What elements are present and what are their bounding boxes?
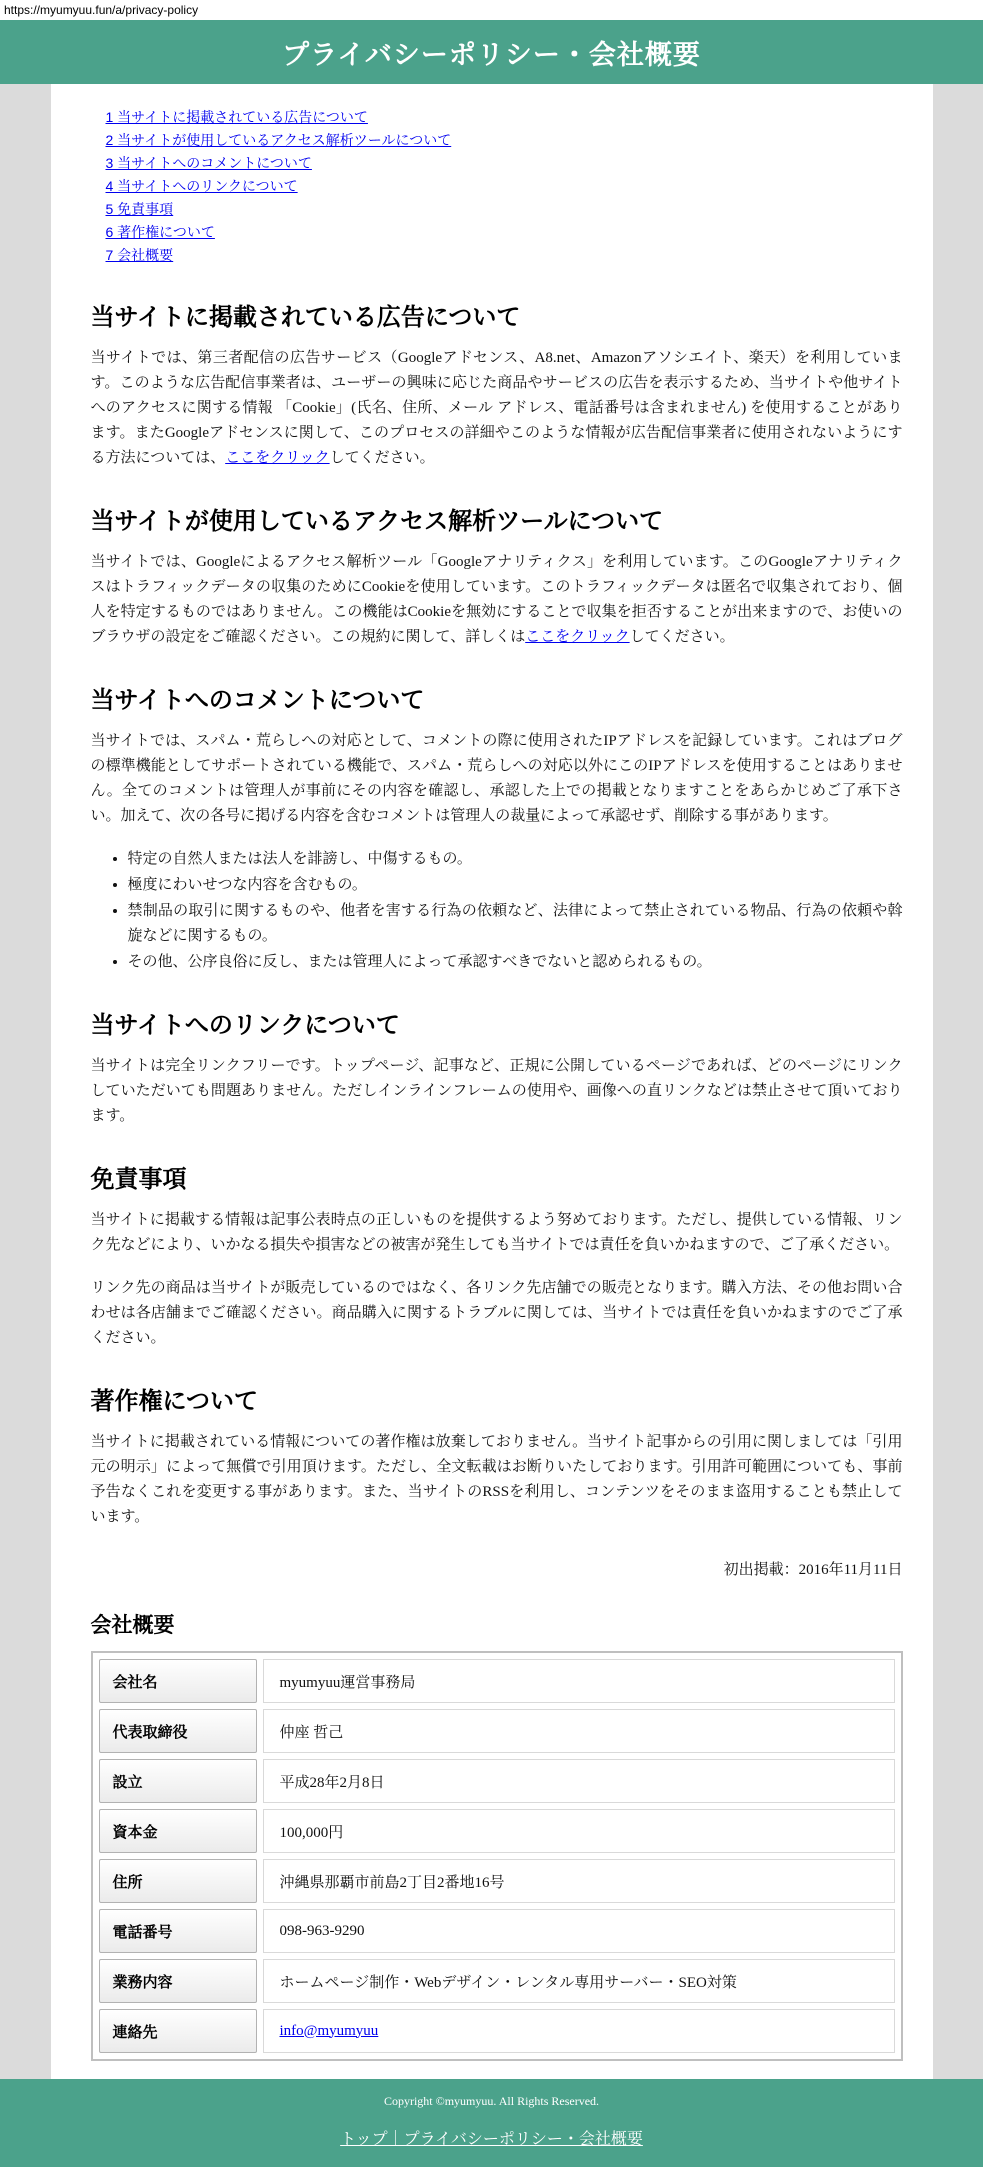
toc-link-copyright[interactable]: 6 著作権について — [105, 224, 215, 240]
company-founded-value: 平成28年2月8日 — [263, 1759, 895, 1803]
section-disclaimer — [91, 1159, 903, 1351]
company-name-label: 会社名 — [99, 1659, 257, 1703]
toc-row — [106, 152, 903, 175]
company-overview-heading: 会社概要 — [90, 1614, 175, 1637]
browser-url-bar[interactable] — [0, 0, 983, 20]
table-row — [99, 1709, 895, 1753]
company-address-label: 住所 — [99, 1859, 257, 1903]
company-contact-value — [263, 2009, 895, 2053]
company-founded-label: 設立 — [99, 1759, 257, 1803]
section-disclaimer-body-1: 当サイトに掲載する情報は記事公表時点の正しいものを提供するよう努めております。ただし、提供している情報、リンク先などにより、いかなる損失や損害などの被害が発生しても当サイトでは責任を負いかねますので、ご了承ください。 — [90, 1212, 903, 1253]
footer-nav-link[interactable]: トップ｜プライバシーポリシー・会社概要 — [340, 2131, 643, 2148]
company-services-label: 業務内容 — [99, 1959, 257, 2003]
content-area — [51, 84, 933, 2079]
company-name-value: myumyuu運営事務局 — [263, 1659, 895, 1703]
section-links-body: 当サイトは完全リンクフリーです。トップページ、記事など、正規に公開しているページであれば、どのページにリンクしていただいても問題ありません。ただしインラインフレームの使用や、画像への直リンクなどは禁止させて頂いております。 — [90, 1058, 903, 1124]
table-of-contents — [106, 106, 903, 267]
section-links — [91, 1005, 903, 1129]
ads-optout-link[interactable]: ここをクリック — [225, 450, 330, 466]
section-analytics-body — [91, 550, 903, 650]
comment-rules-list — [91, 847, 903, 975]
section-comments-body: 当サイトでは、スパム・荒らしへの対応として、コメントの際に使用されたIPアドレスを記録しています。これはブログの標準機能としてサポートされている機能で、スパム・荒らしへの対応以外にこのIPアドレスを使用することはありません。全てのコメントは管理人が事前にその内容を確認し、承認した上での掲載となりますことをあらかじめご了承下さい。加えて、次の各号に掲げる内容を含むコメントは管理人の裁量によって承認せず、削除する事があります。 — [90, 733, 903, 824]
section-disclaimer-heading: 免責事項 — [90, 1166, 187, 1193]
body-text-segment: 当サイトでは、第三者配信の広告サービス（Googleアドセンス、A8.net、Amazonアソシエイト、楽天）を利用しています。このような広告配信事業者は、ユーザーの興味に応じた商品やサービスの広告を表示するため、当サイトや他サイトへのアクセスに関する情報 「Cookie」(氏名、住所、メール アドレス、電話番号は含まれません) を使用することがあります。またGoogleアドセンスに関して、このプロセスの詳細やこのような情報が広告配信事業者に使用されないようにする方法については、 — [90, 350, 903, 466]
section-analytics-heading: 当サイトが使用しているアクセス解析ツールについて — [90, 508, 664, 535]
table-row — [99, 1809, 895, 1853]
section-copyright — [91, 1381, 903, 1579]
toc-link-ads[interactable]: 1 当サイトに掲載されている広告について — [105, 109, 368, 125]
toc-row — [106, 198, 903, 221]
list-item: • その他、公序良俗に反し、または管理人によって承認すべきでないと認められるもの。 — [128, 950, 903, 975]
company-services-value: ホームページ制作・Webデザイン・レンタル専用サーバー・SEO対策 — [263, 1959, 895, 2003]
url-text[interactable]: https://myumyuu.fun/a/privacy-policy — [4, 3, 199, 17]
toc-link-links[interactable]: 4 当サイトへのリンクについて — [105, 178, 298, 194]
analytics-terms-link[interactable]: ここをクリック — [525, 629, 630, 645]
company-ceo-label: 代表取締役 — [99, 1709, 257, 1753]
section-links-heading: 当サイトへのリンクについて — [90, 1012, 400, 1039]
toc-row — [106, 106, 903, 129]
toc-link-comments[interactable]: 3 当サイトへのコメントについて — [105, 155, 312, 171]
toc-link-disclaimer[interactable]: 5 免責事項 — [105, 201, 174, 217]
table-row — [99, 1859, 895, 1903]
body-text-segment: 当サイトでは、Googleによるアクセス解析ツール「Googleアナリティクス」を利用しています。このGoogleアナリティクスはトラフィックデータの収集のためにCookieを使用しています。このトラフィックデータは匿名で収集されており、個人を特定するものではありません。この機能はCookieを無効にすることで収集を拒否することが出来ますので、お使いのブラウザの設定をご確認ください。この規約に関して、詳しくは — [90, 554, 903, 645]
toc-row — [106, 244, 903, 267]
table-row — [99, 1959, 895, 2003]
toc-row — [106, 221, 903, 244]
body-text-segment: してください。 — [629, 629, 735, 645]
section-analytics — [91, 501, 903, 650]
body-text-segment: してください。 — [329, 450, 435, 466]
toc-row — [106, 175, 903, 198]
company-contact-label: 連絡先 — [99, 2009, 257, 2053]
section-comments — [91, 680, 903, 975]
first-published-date: 初出掲載：2016年11月11日 — [723, 1562, 903, 1578]
list-item: • 極度にわいせつな内容を含むもの。 — [128, 873, 903, 898]
table-row — [99, 2009, 895, 2053]
table-row — [99, 1759, 895, 1803]
list-item: • 特定の自然人または法人を誹謗し、中傷するもの。 — [128, 847, 903, 872]
company-info-table — [91, 1651, 903, 2061]
contact-email-link[interactable]: info@myumyuu — [279, 2022, 379, 2039]
company-phone-value: 098-963-9290 — [263, 1909, 895, 1953]
section-company — [91, 1609, 903, 2061]
toc-link-company[interactable]: 7 会社概要 — [105, 247, 174, 263]
copyright-text: Copyright ©myumyuu. All Rights Reserved. — [383, 2094, 600, 2108]
toc-row — [106, 129, 903, 152]
section-ads-heading: 当サイトに掲載されている広告について — [90, 304, 521, 331]
section-comments-heading: 当サイトへのコメントについて — [90, 687, 425, 714]
section-copyright-heading: 著作権について — [90, 1388, 259, 1415]
section-copyright-body: 当サイトに掲載されている情報についての著作権は放棄しておりません。当サイト記事からの引用に関しましては「引用元の明示」によって無償で引用頂けます。ただし、全文転載はお断りいたしております。引用許可範囲についても、事前予告なくこれを変更する事があります。また、当サイトのRSSを利用し、コンテンツをそのまま盗用することも禁止しています。 — [90, 1434, 903, 1525]
page-title: プライバシーポリシー・会社概要 — [282, 39, 701, 70]
table-row — [99, 1659, 895, 1703]
section-ads-body — [91, 346, 903, 471]
section-disclaimer-body-2: リンク先の商品は当サイトが販売しているのではなく、各リンク先店舗での販売となります。購入方法、その他お問い合わせは各店舗までご確認ください。商品購入に関するトラブルに関しては、当サイトでは責任を負いかねますのでご了承ください。 — [90, 1280, 903, 1346]
company-ceo-value: 仲座 哲己 — [263, 1709, 895, 1753]
company-capital-value: 100,000円 — [263, 1809, 895, 1853]
toc-link-analytics[interactable]: 2 当サイトが使用しているアクセス解析ツールについて — [105, 132, 452, 148]
section-ads — [91, 297, 903, 471]
site-footer — [0, 2079, 983, 2167]
site-header — [0, 20, 983, 84]
table-row — [99, 1909, 895, 1953]
company-phone-label: 電話番号 — [99, 1909, 257, 1953]
company-address-value: 沖縄県那覇市前島2丁目2番地16号 — [263, 1859, 895, 1903]
company-capital-label: 資本金 — [99, 1809, 257, 1853]
list-item: • 禁制品の取引に関するものや、他者を害する行為の依頼など、法律によって禁止されている物品、行為の依頼や斡旋などに関するもの。 — [128, 899, 903, 949]
